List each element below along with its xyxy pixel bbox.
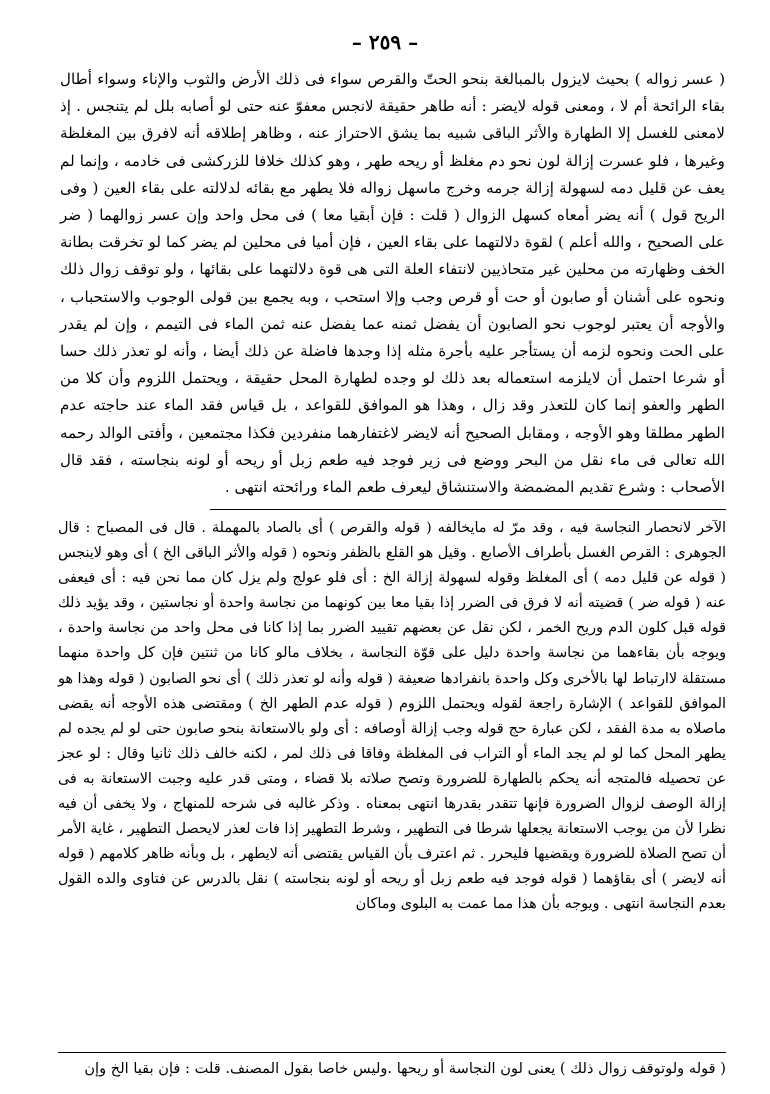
divider-rule-bottom [58, 1052, 726, 1053]
main-text [60, 66, 725, 501]
divider-rule-top [210, 509, 726, 510]
commentary-paragraph: الآخر لانحصار النجاسة فيه ، وقد مرّ له مايخالفه ( قوله والقرص ) أى بالصاد بالمهملة . قال فى المصباح : قال الجوهرى : القرص الغسل بأطراف الأصابع . وقيل هو القلع بالظفر ونحوه ( قوله والأثر الباقى الخ ) أى وهو لاينجس ( قوله عن قليل دمه ) أى المغلظ وقوله لسهولة إزالة الخ : أى فلو عولج ولم يزل كان مما نحن فيه : أى فيعفى عنه ( قوله ضر ) قضيته أنه لا فرق فى الضرر إذا بقيا معا بين كونهما من نجاسة واحدة أو نجاستين ، وقد يؤيد ذلك قوله قبل كلون الدم وريح الخمر ، لكن نقل عن بعضهم تقييد الضرر بما إذا كانا فى محل واحد من نجاسة واحدة ، ويوجه بأن بقاءهما من نجاسة واحدة دليل على قوّة النجاسة ، بخلاف مالو كانا من ثنتين فإن كل واحدة منهما مستقلة لاارتباط لها بالأخرى وكل واحدة بانفرادها ضعيفة ( قوله وأنه لو تعذر ذلك ) أى نحو الصابون ( قوله وهذا هو الموافق للقواعد ) الإشارة راجعة لقوله ويحتمل اللزوم ( قوله عدم الطهر الخ ) ومقتضى هذه الأوجه أنه يقضى ماصلاه به مدة الفقد ، لكن عبارة حج قوله وجب إزالة أوصافه : أى ولو بالاستعانة بنحو صابون حتى لو لم يجده لم يطهر المحل كما لو لم يجد الماء أو التراب فى المغلظة وفاقا فى ذلك لمر ، لكنه خالف ذلك ثانيا وقال : لو عجز عن تحصيله فالمتجه أنه يحكم بالطهارة للضرورة وتصح صلاته بلا قضاء ، ومتى قدر عليه وجبت الاستعانة به فى إزالة الوصف لزوال الضرورة فإنها تتقدر بقدرها انتهى بمعناه . وذكر غالبه فى شرحه للمنهاج ، ولا يخفى أن فيه نظرا لأن من يوجب الاستعانة يجعلها شرطا فى التطهير ، وشرط التطهير إذا فات لعذر لايحصل التطهير ، غاية الأمر أن تصح الصلاة للضرورة ويقضيها فليحرر . ثم اعترف بأن القياس يقتضى أنه لايطهر ، بل وبأنه ظاهر كلامهم ( قوله أنه لايضر ) أى بقاؤهما ( قوله فوجد فيه طعم زبل أو ريحه أو لونه بنجاسته ) نقل بالدرس عن فتاوى والده القول بعدم النجاسة انتهى . ويوجه بأن هذا مما عمت به البلوى وماكان [58, 520, 726, 913]
page-number: – ٢٥٩ – [351, 30, 419, 54]
main-paragraph: ( عسر زواله ) بحيث لايزول بالمبالغة بنحو الحتّ والقرص سواء فى ذلك الأرض والثوب والإناء وسواء أطال بقاء الرائحة أم لا ، ومعنى قوله لايضر : أنه طاهر حقيقة لانجس معفوّ عنه حتى لو أصابه بلل لم يتنجس . إذ لامعنى للغسل إلا الطهارة والأثر الباقى شبيه بما يشق الاحتراز عنه ، وظاهر إطلاقه أنه لافرق بين المغلظة وغيرها ، فلو عسرت إزالة لون نحو دم مغلظ أو ريحه طهر ، وهو كذلك خلافا للزركشى فى خادمه ، وإنما لم يعف عن قليل دمه لسهولة إزالة جرمه وخرج ماسهل زواله فلا يطهر مع بقائه لدلالته على بقاء العين ( وفى الريح قول ) أنه يضر أمعاه كسهل الزوال ( قلت : فإن أبقيا معا ) فى محل واحد وإن عسر زوالهما ( ضر على الصحيح ، والله أعلم ) لقوة دلالتهما على بقاء العين ، فإن أميا فى محلين لم يضر كما لو تخرقت بطانة الخف وظهارته من محلين غير متحاذيين لانتفاء العلة التى هى قوة دلالتهما على بقائها ، ولو توقف زوال ذلك ونحوه على أشنان أو صابون أو حت أو قرص وجب وإلا استحب ، وبه يجمع بين قولى الوجوب والاستحباب ، والأوجه أن يعتبر لوجوب نحو الصابون أن يفضل ثمنه عما يفضل عنه ثمن الماء فى التيمم ، وإن لم يقدر على الحت ونحوه لزمه أن يستأجر عليه بأجرة مثله إذا وجدها فاضلة عن ذلك أيضا ، وأنه لو تعذر ذلك حسا أو شرعا احتمل أن لايلزمه استعماله بعد ذلك لو وجده لطهارة المحل حقيقة ، ويحتمل اللزوم وأن كلا من الطهر والعفو إنما كان للتعذر وقد زال ، وهذا هو الموافق للقواعد ، بل قياس فقد الماء عند حاجته عدم الطهر مطلقا وهو الأوجه ، ومقابل الصحيح أنه لايضر لاغتفارهما منفردين فكذا مجتمعين ، وأفتى الوالد رحمه الله تعالى فى ماء نقل من البحر ووضع فى زير فوجد فيه طعم زبل أو ريحه أو لونه بنجاسته ، فقد قال الأصحاب : وشرع تقديم المضمضة والاستنشاق ليعرف طعم الماء ورائحته انتهى . [60, 70, 725, 497]
footnote: ( قوله ولوتوقف زوال ذلك ) يعنى لون النجاسة أو ريحها .وليس خاصا بقول المصنف. قلت : فإن بقيا الخ وإن [84, 1060, 726, 1077]
commentary-text [58, 516, 726, 918]
